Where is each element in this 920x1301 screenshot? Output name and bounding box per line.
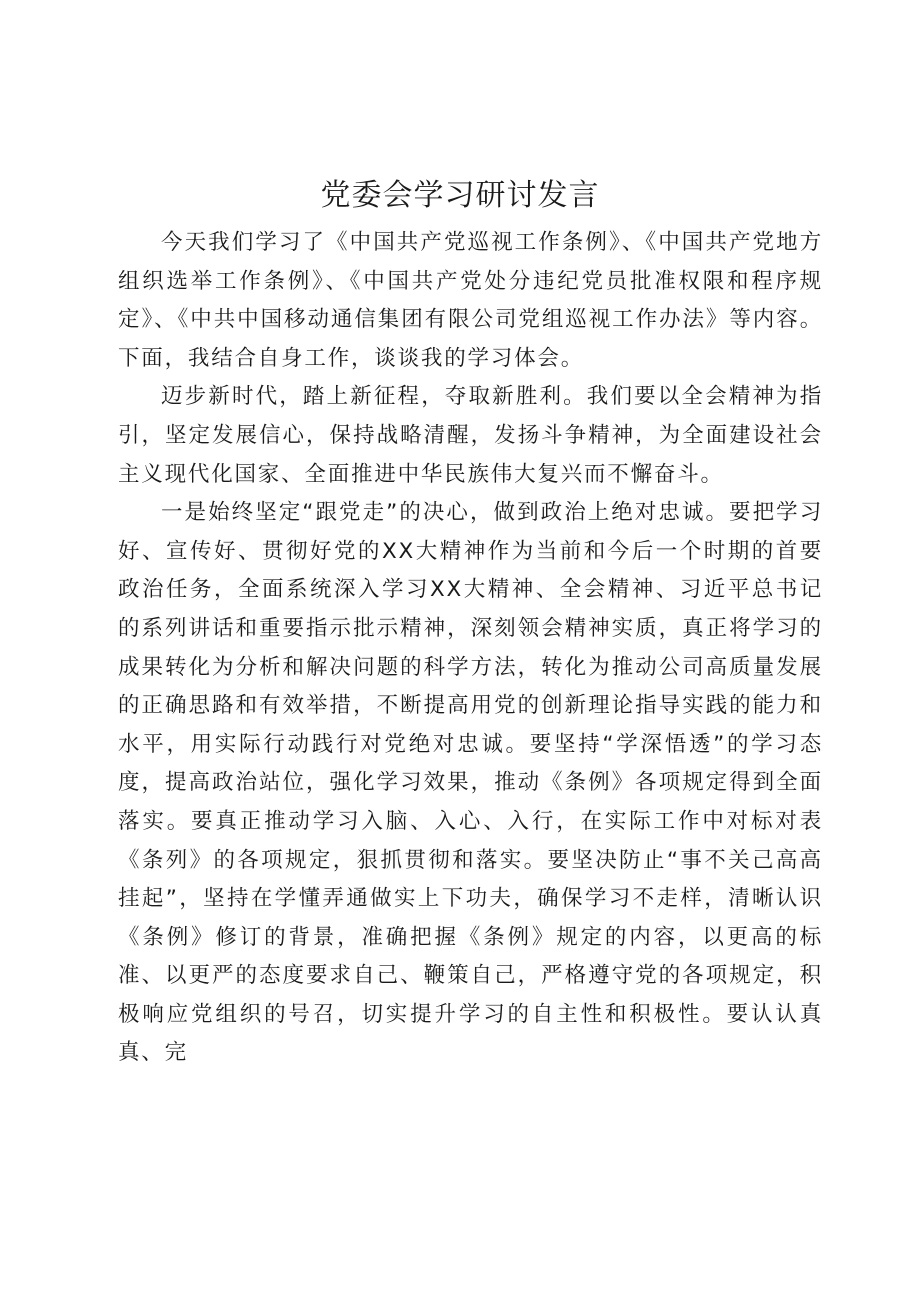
paragraph-new-era: 迈步新时代，踏上新征程，夺取新胜利。我们要以全会精神为指引，坚定发展信心，保持战略清醒，发扬斗争精神，为全面建设社会主义现代化国家、全面推进中华民族伟大复兴而不懈奋斗。	[118, 384, 823, 487]
paragraph-point-one: 一是始终坚定“跟党走”的决心，做到政治上绝对忠诚。要把学习好、宣传好、贯彻好党的XX大精神作为当前和今后一个时期的首要政治任务，全面系统深入学习XX大精神、全会精神、习近平总书记的系列讲话和重要指示批示精神，深刻领会精神实质，真正将学习的成果转化为分析和解决问题的科学方法，转化为推动公司高质量发展的正确思路和有效举措，不断提高用党的创新理论指导实践的能力和水平，用实际行动践行对党绝对忠诚。要坚持“学深悟透”的学习态度，提高政治站位，强化学习效果，推动《条例》各项规定得到全面落实。要真正推动学习入脑、入心、入行，在实际工作中对标对表《条列》的各项规定，狠抓贯彻和落实。要坚决防止“事不关己高高挂起”，坚持在学懂弄通做实上下功夫，确保学习不走样，清晰认识《条例》修订的背景，准确把握《条例》规定的内容，以更高的标准、以更严的态度要求自己、鞭策自己，严格遵守党的各项规定，积极响应党组织的号召，切实提升学习的自主性和积极性。要认认真真、完	[118, 500, 823, 1066]
document-body	[118, 224, 823, 1073]
document-title: 党委会学习研讨发言	[320, 178, 600, 213]
paragraph-intro: 今天我们学习了《中国共产党巡视工作条例》、《中国共产党地方组织选举工作条例》、《中国共产党处分违纪党员批准权限和程序规定》、《中共中国移动通信集团有限公司党组巡视工作办法》等内容。下面，我结合自身工作，谈谈我的学习体会。	[118, 230, 823, 371]
